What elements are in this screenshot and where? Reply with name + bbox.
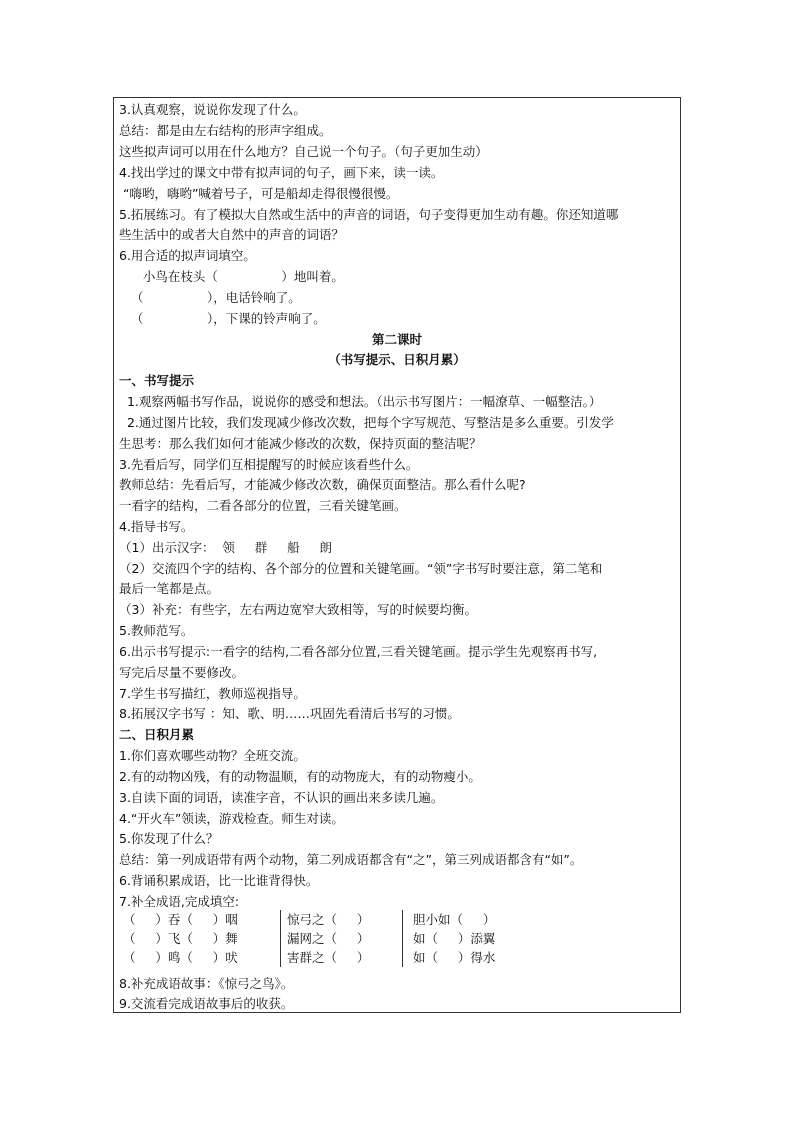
text-line: 生思考：那么我们如何才能减少修改的次数，保持页面的整洁呢？ xyxy=(119,436,482,451)
table-cell: （ ）吞（ ）咽 xyxy=(123,912,238,927)
text-line: 些生活中的或者大自然中的声音的词语？ xyxy=(119,227,345,242)
table-cell: 如（ ）得水 xyxy=(403,948,534,967)
text-line: （2）交流四个字的结构、各个部分的位置和关键笔画。“领”字书写时要注意，第二笔和 xyxy=(119,561,603,576)
text-line: 4.“开火车”领读，游戏检查。师生对读。 xyxy=(119,811,344,826)
table-row xyxy=(123,910,533,929)
table-cell: （ ）飞（ ）舞 xyxy=(123,931,238,946)
section-heading: 一、书写提示 xyxy=(119,373,195,388)
text-line: 9.交流看完成语故事后的收获。 xyxy=(119,996,294,1011)
text-line: 一看字的结构，二看各部分的位置，三看关键笔画。 xyxy=(119,498,407,513)
text-line: （ ），电话铃响了。 xyxy=(119,290,301,305)
text-line: 5.你发现了什么？ xyxy=(119,831,219,846)
text-line: （ ），下课的铃声响了。 xyxy=(119,311,326,326)
text-line: 总结：都是由左右结构的形声字组成。 xyxy=(119,123,332,138)
table-row xyxy=(123,929,533,948)
text-line: 6.出示书写提示:一看字的结构,二看各部分位置,三看关键笔画。提示学生先观察再书写, xyxy=(119,644,598,659)
text-line: 写完后尽量不要修改。 xyxy=(119,665,245,680)
text-line: 总结：第一列成语带有两个动物，第二列成语都含有“之”，第三列成语都含有“如”。 xyxy=(119,852,583,867)
text-line: 5.拓展练习。有了模拟大自然或生活中的声音的词语，句子变得更加生动有趣。你还知道哪 xyxy=(119,207,619,222)
table-cell: 如（ ）添翼 xyxy=(403,929,534,948)
text-line: 这些拟声词可以用在什么地方？自己说一个句子。（句子更加生动） xyxy=(119,144,488,159)
text-line: 4.指导书写。 xyxy=(119,519,194,534)
lesson-title: 第二课时 xyxy=(371,332,422,347)
idiom-table xyxy=(123,910,533,967)
text-line: 3.先看后写，同学们互相提醒写的时候应该看些什么。 xyxy=(119,457,419,472)
text-line: 3.认真观察，说说你发现了什么。 xyxy=(119,102,306,117)
table-cell: 惊弓之（ ） xyxy=(281,910,403,929)
table-cell: （ ）鸣（ ）吠 xyxy=(123,950,238,965)
text-line: 7.学生书写描红，教师巡视指导。 xyxy=(119,686,306,701)
text-line: 教师总结：先看后写，才能减少修改次数，确保页面整洁。那么看什么呢? xyxy=(119,477,526,492)
text-line: 2.通过图片比较，我们发现减少修改次数，把每个字写规范、写整洁是多么重要。引发学 xyxy=(119,415,614,430)
text-line: 1.观察两幅书写作品，说说你的感受和想法。（出示书写图片：一幅潦草、一幅整洁。） xyxy=(119,394,602,409)
text-line: 1.你们喜欢哪些动物？全班交流。 xyxy=(119,748,306,763)
table-row xyxy=(123,948,533,967)
text-line: 6.背诵积累成语，比一比谁背得快。 xyxy=(119,873,319,888)
text-line: （3）补充：有些字，左右两边宽窄大致相等，写的时候要均衡。 xyxy=(119,602,477,617)
text-line: “嗨哟，嗨哟”喊着号子，可是船却走得很慢很慢。 xyxy=(119,186,399,201)
table-cell: 胆小如（ ） xyxy=(403,910,534,929)
lesson-subtitle: （书写提示、日积月累） xyxy=(328,352,466,367)
table-cell: 漏网之（ ） xyxy=(281,929,403,948)
text-line: 2.有的动物凶残，有的动物温顺，有的动物庞大，有的动物瘦小。 xyxy=(119,769,481,784)
text-line: 小鸟在枝头（ ）地叫着。 xyxy=(119,269,344,284)
text-line: （1）出示汉字： 领 群 船 朗 xyxy=(119,540,333,555)
text-line: 最后一笔都是点。 xyxy=(119,581,220,596)
text-line: 3.自读下面的词语，读准字音，不认识的画出来多读几遍。 xyxy=(119,790,444,805)
text-line: 4.找出学过的课文中带有拟声词的句子，画下来，读一读。 xyxy=(119,165,444,180)
text-line: 6.用合适的拟声词填空。 xyxy=(119,248,256,263)
text-line: 8.补充成语故事：《惊弓之鸟》。 xyxy=(119,976,294,991)
text-line: 5.教师范写。 xyxy=(119,623,194,638)
table-cell: 害群之（ ） xyxy=(281,948,403,967)
text-line: 8.拓展汉字书写 ：知、歌、明……巩固先看清后书写的习惯。 xyxy=(119,706,460,721)
text-line: 7.补全成语,完成填空: xyxy=(119,894,240,909)
section-heading: 二、日积月累 xyxy=(119,727,195,742)
